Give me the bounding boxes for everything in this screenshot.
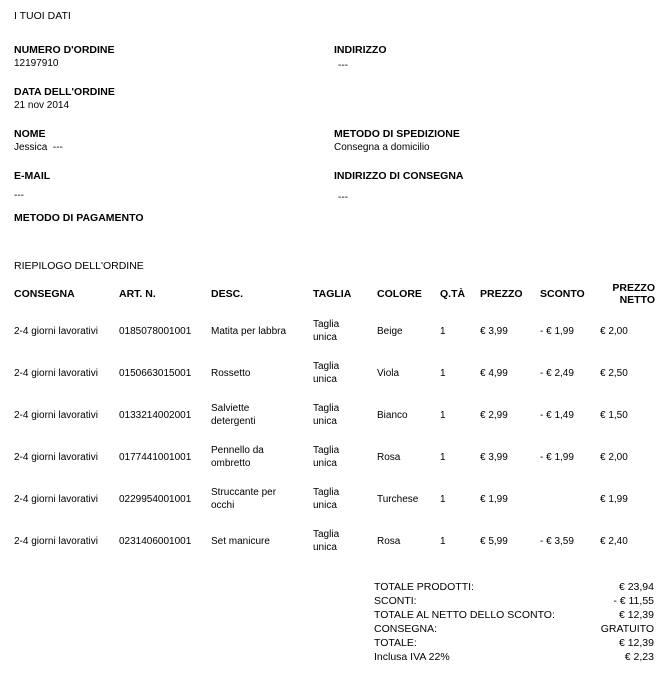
header-discount: SCONTO [540, 288, 585, 300]
delivery-address-label: INDIRIZZO DI CONSEGNA [334, 170, 464, 182]
color-cell: Bianco [377, 409, 408, 421]
article-number-cell: 0231406001001 [119, 535, 192, 547]
header-delivery: CONSEGNA [14, 288, 75, 300]
description-cell: Set manicure [211, 535, 270, 547]
totals-label: SCONTI: [374, 595, 417, 607]
totals-label: TOTALE AL NETTO DELLO SCONTO: [374, 609, 555, 621]
article-number-cell: 0133214002001 [119, 409, 192, 421]
discount-cell [540, 478, 600, 520]
totals-row [374, 580, 654, 594]
totals-row [374, 636, 654, 650]
net-price-cell: € 2,00 [600, 325, 628, 337]
color-cell: Viola [377, 367, 400, 379]
table-row [14, 352, 659, 394]
section-title: I TUOI DATI [14, 10, 71, 22]
price-cell: € 2,99 [480, 409, 508, 421]
size-cell: Taglia unica [313, 445, 340, 469]
description-cell: Salviette detergenti [211, 403, 256, 427]
totals-row [374, 608, 654, 622]
totals-row [374, 594, 654, 608]
description-cell: Matita per labbra [211, 325, 287, 337]
quantity-cell: 1 [440, 409, 446, 421]
quantity-cell: 1 [440, 535, 446, 547]
shipping-method-value: Consegna a domicilio [334, 142, 430, 153]
table-row [14, 520, 659, 562]
delivery-address-value: --- [338, 192, 348, 203]
article-number-cell: 0150663015001 [119, 367, 192, 379]
totals-label: CONSEGNA: [374, 623, 438, 635]
quantity-cell: 1 [440, 493, 446, 505]
totals-value: € 12,39 [618, 609, 654, 621]
discount-cell: - € 1,49 [540, 409, 574, 421]
article-number-cell: 0177441001001 [119, 451, 192, 463]
delivery-cell: 2-4 giorni lavorativi [14, 367, 98, 379]
size-cell: Taglia unica [313, 319, 340, 343]
net-price-cell: € 2,50 [600, 367, 628, 379]
header-qty: Q.TÀ [440, 288, 466, 300]
order-totals [374, 580, 654, 664]
color-cell: Turchese [377, 493, 419, 505]
price-cell: € 3,99 [480, 325, 508, 337]
price-cell: € 5,99 [480, 535, 508, 547]
address-value: --- [338, 60, 348, 71]
order-number-label: NUMERO D'ORDINE [14, 44, 115, 56]
shipping-method-label: METODO DI SPEDIZIONE [334, 128, 460, 140]
name-label: NOME [14, 128, 46, 140]
price-cell: € 4,99 [480, 367, 508, 379]
size-cell: Taglia unica [313, 403, 340, 427]
order-date-label: DATA DELL'ORDINE [14, 86, 115, 98]
email-value: --- [14, 190, 24, 201]
totals-value: € 2,23 [624, 651, 654, 663]
order-items-table [14, 278, 659, 562]
quantity-cell: 1 [440, 325, 446, 337]
summary-title: RIEPILOGO DELL'ORDINE [14, 260, 144, 272]
quantity-cell: 1 [440, 367, 446, 379]
color-cell: Rosa [377, 535, 401, 547]
totals-label: Inclusa IVA 22% [374, 651, 450, 663]
table-header-row [14, 278, 659, 310]
order-date-value: 21 nov 2014 [14, 100, 70, 111]
discount-cell: - € 2,49 [540, 367, 574, 379]
table-row [14, 394, 659, 436]
color-cell: Rosa [377, 451, 401, 463]
header-price: PREZZO [480, 288, 523, 300]
article-number-cell: 0229954001001 [119, 493, 192, 505]
table-row [14, 436, 659, 478]
payment-method-label: METODO DI PAGAMENTO [14, 212, 144, 224]
header-article: ART. N. [119, 288, 156, 300]
price-cell: € 3,99 [480, 451, 508, 463]
header-net-price: PREZZO NETTO [612, 282, 655, 306]
address-label: INDIRIZZO [334, 44, 387, 56]
delivery-cell: 2-4 giorni lavorativi [14, 535, 98, 547]
price-cell: € 1,99 [480, 493, 508, 505]
totals-label: TOTALE: [374, 637, 417, 649]
totals-row [374, 622, 654, 636]
size-cell: Taglia unica [313, 361, 340, 385]
size-cell: Taglia unica [313, 487, 340, 511]
description-cell: Pennello da ombretto [211, 445, 264, 469]
discount-cell: - € 1,99 [540, 451, 574, 463]
net-price-cell: € 1,50 [600, 409, 628, 421]
totals-value: - € 11,55 [613, 595, 654, 607]
article-number-cell: 0185078001001 [119, 325, 192, 337]
size-cell: Taglia unica [313, 529, 340, 553]
delivery-cell: 2-4 giorni lavorativi [14, 451, 98, 463]
color-cell: Beige [377, 325, 403, 337]
order-number-value: 12197910 [14, 58, 59, 69]
header-color: COLORE [377, 288, 422, 300]
header-size: TAGLIA [313, 288, 352, 300]
totals-value: GRATUITO [600, 623, 654, 635]
email-label: E-MAIL [14, 170, 51, 182]
name-value: Jessica --- [14, 142, 63, 153]
delivery-cell: 2-4 giorni lavorativi [14, 325, 98, 337]
header-desc: DESC. [211, 288, 244, 300]
discount-cell: - € 1,99 [540, 325, 574, 337]
totals-label: TOTALE PRODOTTI: [374, 581, 474, 593]
description-cell: Struccante per occhi [211, 487, 277, 511]
net-price-cell: € 2,40 [600, 535, 628, 547]
net-price-cell: € 2,00 [600, 451, 628, 463]
delivery-cell: 2-4 giorni lavorativi [14, 409, 98, 421]
table-row [14, 310, 659, 352]
net-price-cell: € 1,99 [600, 493, 628, 505]
totals-value: € 23,94 [618, 581, 654, 593]
totals-row [374, 650, 654, 664]
quantity-cell: 1 [440, 451, 446, 463]
discount-cell: - € 3,59 [540, 535, 574, 547]
delivery-cell: 2-4 giorni lavorativi [14, 493, 98, 505]
description-cell: Rossetto [211, 367, 251, 379]
table-row [14, 478, 659, 520]
totals-value: € 12,39 [618, 637, 654, 649]
